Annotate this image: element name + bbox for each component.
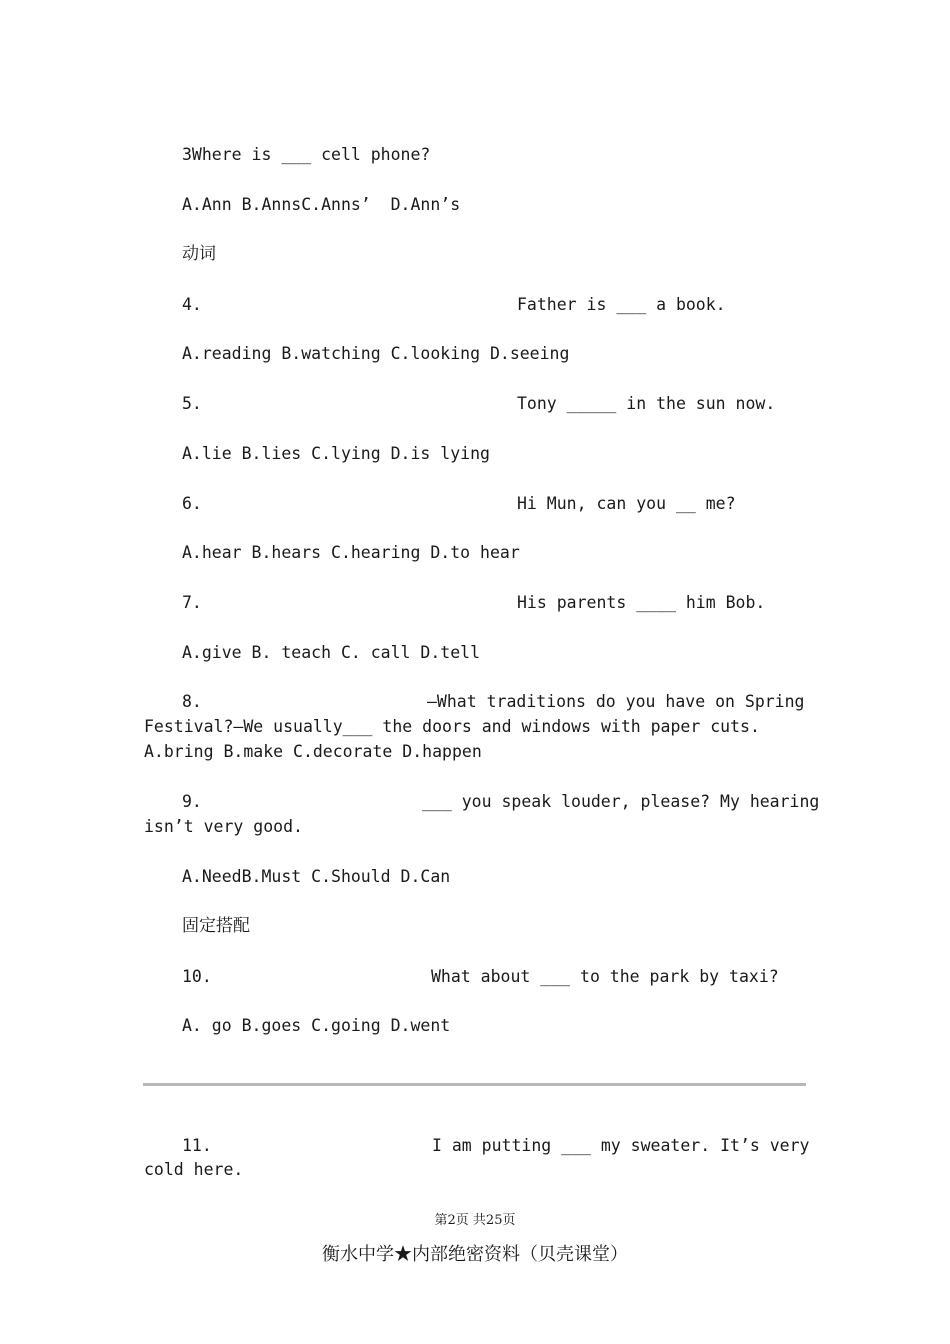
section-divider [143,1083,806,1086]
question-10-options: A. go B.goes C.going D.went [182,1016,451,1035]
section-heading-verbs: 动词 [182,244,216,264]
source-footer: 衡水中学★内部绝密资料（贝壳课堂） [322,1244,628,1265]
question-5-stem: Tony _____ in the sun now. [517,394,776,413]
question-8-options: A.bring B.make C.decorate D.happen [144,742,482,761]
question-7-stem: His parents ____ him Bob. [517,593,766,612]
question-6-options: A.hear B.hears C.hearing D.to hear [182,543,520,562]
question-11-number: 11. [182,1136,212,1155]
question-7-options: A.give B. teach C. call D.tell [182,643,481,662]
question-10-number: 10. [182,967,212,986]
question-6-stem: Hi Mun, can you __ me? [517,494,736,513]
question-11-stem-line1: I am putting ___ my sweater. It’s very [432,1136,810,1155]
question-8-number: 8. [182,692,202,711]
question-4-number: 4. [182,295,202,314]
question-4-options: A.reading B.watching C.looking D.seeing [182,344,570,363]
question-8-stem-line1: –What traditions do you have on Spring [427,692,805,711]
question-5-number: 5. [182,394,202,413]
question-9-stem-line2: isn’t very good. [144,817,303,836]
question-9-options: A.NeedB.Must C.Should D.Can [182,867,451,886]
question-3-stem: 3Where is ___ cell phone? [182,145,431,164]
question-11-stem-line2: cold here. [144,1160,244,1179]
question-9-stem-line1: ___ you speak louder, please? My hearing [422,792,820,811]
question-5-options: A.lie B.lies C.lying D.is lying [182,444,490,463]
question-4-stem: Father is ___ a book. [517,295,726,314]
question-6-number: 6. [182,494,202,513]
question-10-stem: What about ___ to the park by taxi? [431,967,779,986]
page-number-footer: 第2页 共25页 [434,1213,516,1228]
question-9-number: 9. [182,792,202,811]
section-heading-fixed-phrases: 固定搭配 [182,916,250,936]
question-3-options: A.Ann B.AnnsC.Anns’ D.Ann’s [182,195,461,214]
question-8-stem-line2: Festival?—We usually___ the doors and windows with paper cuts. [144,717,760,736]
question-7-number: 7. [182,593,202,612]
